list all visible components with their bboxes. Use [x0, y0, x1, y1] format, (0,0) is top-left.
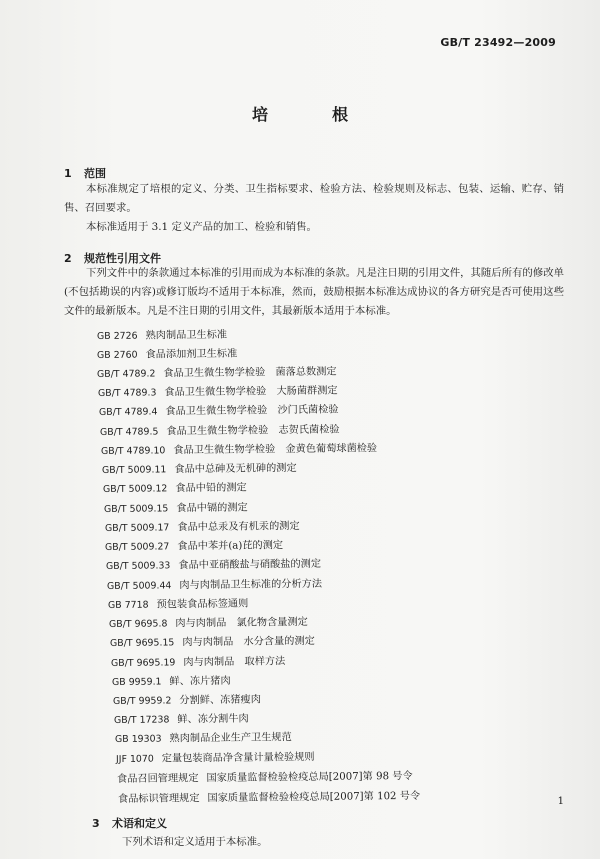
reference-item [117, 767, 413, 785]
reference-code: GB/T 5009.27 [104, 541, 170, 553]
standard-number: GB/T 23492—2009 [440, 36, 556, 49]
reference-item [110, 632, 315, 649]
section-number: 2 [64, 252, 72, 265]
reference-code: 食品召回管理规定 [116, 773, 199, 785]
reference-title: 熟肉制品卫生标准 [145, 329, 228, 342]
reference-item [108, 595, 248, 611]
reference-title: 食品卫生微生物学检验 金黄色葡萄球菌检验 [173, 443, 378, 457]
reference-code: GB/T 9695.15 [109, 637, 175, 649]
reference-title: 食品卫生微生物学检验 大肠菌群测定 [164, 385, 338, 399]
reference-code: GB/T 5009.17 [104, 522, 170, 534]
reference-title: 食品卫生微生物学检验 沙门氏菌检验 [165, 404, 339, 418]
reference-title: 食品中铅的测定 [175, 482, 247, 495]
reference-item [114, 710, 249, 726]
reference-item [99, 400, 339, 418]
reference-item [97, 326, 227, 342]
section-title: 范围 [84, 167, 106, 180]
reference-code: GB 9959.1 [111, 676, 162, 688]
reference-item [107, 575, 322, 592]
reference-title: 肉与肉制品 氯化物含量测定 [175, 616, 308, 630]
reference-item [112, 672, 231, 688]
reference-title: 食品卫生微生物学检验 志贺氏菌检验 [166, 424, 340, 438]
reference-code: GB/T 5009.44 [106, 580, 172, 592]
reference-code: GB/T 17238 [113, 714, 170, 726]
reference-title: 肉与肉制品卫生标准的分析方法 [179, 578, 323, 592]
reference-item [111, 652, 285, 669]
reference-title: 食品添加剂卫生标准 [145, 348, 238, 361]
reference-code: GB/T 9959.2 [112, 695, 172, 707]
reference-title: 预包装食品标签通则 [156, 598, 249, 611]
reference-title: 肉与肉制品 取样方法 [183, 656, 286, 669]
reference-title: 食品中镉的测定 [176, 502, 248, 515]
reference-code: GB/T 9695.8 [108, 618, 168, 630]
document-title: 培 根 [251, 105, 372, 124]
scope-paragraph: 本标准规定了培根的定义、分类、卫生指标要求、检验方法、检验规则及标志、包装、运输、贮存、销售、召回要求。 [64, 183, 564, 214]
section-title: 术语和定义 [112, 817, 167, 830]
section-1-heading [64, 165, 106, 181]
reference-title: 鲜、冻片猪肉 [169, 675, 231, 688]
reference-item [105, 517, 300, 534]
reference-item [103, 478, 247, 495]
reference-item [116, 748, 315, 765]
reference-title: 国家质量监督检验检疫总局[2007]第 102 号令 [207, 790, 421, 805]
reference-item [100, 420, 340, 438]
reference-code: GB/T 4789.3 [97, 387, 157, 399]
reference-item [98, 381, 338, 399]
reference-code: 食品标识管理规定 [117, 793, 200, 805]
reference-item [97, 345, 237, 361]
reference-title: 食品中总汞及有机汞的测定 [177, 520, 300, 534]
reference-item [106, 555, 321, 572]
normative-references-intro: 下列文件中的条款通过本标准的引用而成为本标准的条款。凡是注日期的引用文件，其随后所有的修改单(不包括勘误的内容)或修订版均不适用于本标准，然而，鼓励根据本标准达成协议的各方研究是否可使用这些文件的最新版本。凡是不注日期的引用文件，其最新版本适用于本标准。 [64, 267, 564, 317]
section-3-heading [92, 815, 167, 831]
reference-code: GB/T 5009.11 [101, 464, 167, 476]
reference-item [113, 690, 261, 707]
reference-code: GB/T 4789.2 [96, 368, 156, 380]
terms-intro: 下列术语和定义适用于本标准。 [122, 836, 268, 848]
reference-code: GB/T 4789.5 [99, 426, 159, 438]
section-number: 3 [92, 817, 100, 830]
reference-title: 食品卫生微生物学检验 菌落总数测定 [163, 366, 337, 380]
reference-item [104, 498, 248, 515]
reference-title: 分割鲜、冻猪瘦肉 [179, 694, 261, 707]
page-number: 1 [557, 796, 564, 807]
section-number: 1 [64, 167, 72, 180]
scope-applicability: 本标准适用于 3.1 定义产品的加工、检验和销售。 [86, 221, 317, 233]
reference-title: 鲜、冻分割牛肉 [177, 713, 249, 726]
reference-title: 肉与肉制品 水分含量的测定 [182, 635, 315, 649]
reference-title: 定量包装商品净含量计量检验规则 [161, 751, 315, 765]
reference-item [118, 787, 420, 805]
reference-title: 食品中总砷及无机砷的测定 [174, 462, 297, 476]
reference-title: 国家质量监督检验检疫总局[2007]第 98 号令 [206, 770, 413, 785]
reference-code: GB/T 9695.19 [110, 657, 176, 669]
reference-item [115, 728, 292, 745]
reference-item [97, 362, 337, 380]
section-title: 规范性引用文件 [84, 252, 161, 265]
reference-code: GB/T 5009.12 [102, 483, 168, 495]
reference-item [105, 536, 283, 553]
reference-code: GB 2760 [96, 349, 138, 361]
reference-item [101, 439, 377, 457]
reference-code: JJF 1070 [115, 753, 154, 765]
reference-code: GB 7718 [107, 599, 149, 611]
reference-code: GB/T 4789.4 [98, 406, 158, 418]
reference-code: GB/T 5009.15 [103, 503, 169, 515]
reference-code: GB 19303 [114, 733, 162, 745]
reference-code: GB/T 4789.10 [100, 445, 166, 457]
reference-code: GB/T 5009.33 [105, 560, 171, 572]
reference-title: 食品中亚硝酸盐与硝酸盐的测定 [178, 558, 322, 572]
reference-code: GB 2726 [96, 330, 138, 342]
reference-title: 食品中苯并(a)芘的测定 [177, 540, 284, 553]
reference-item [102, 459, 297, 476]
reference-item [109, 613, 308, 630]
reference-title: 熟肉制品企业生产卫生规范 [169, 732, 292, 745]
